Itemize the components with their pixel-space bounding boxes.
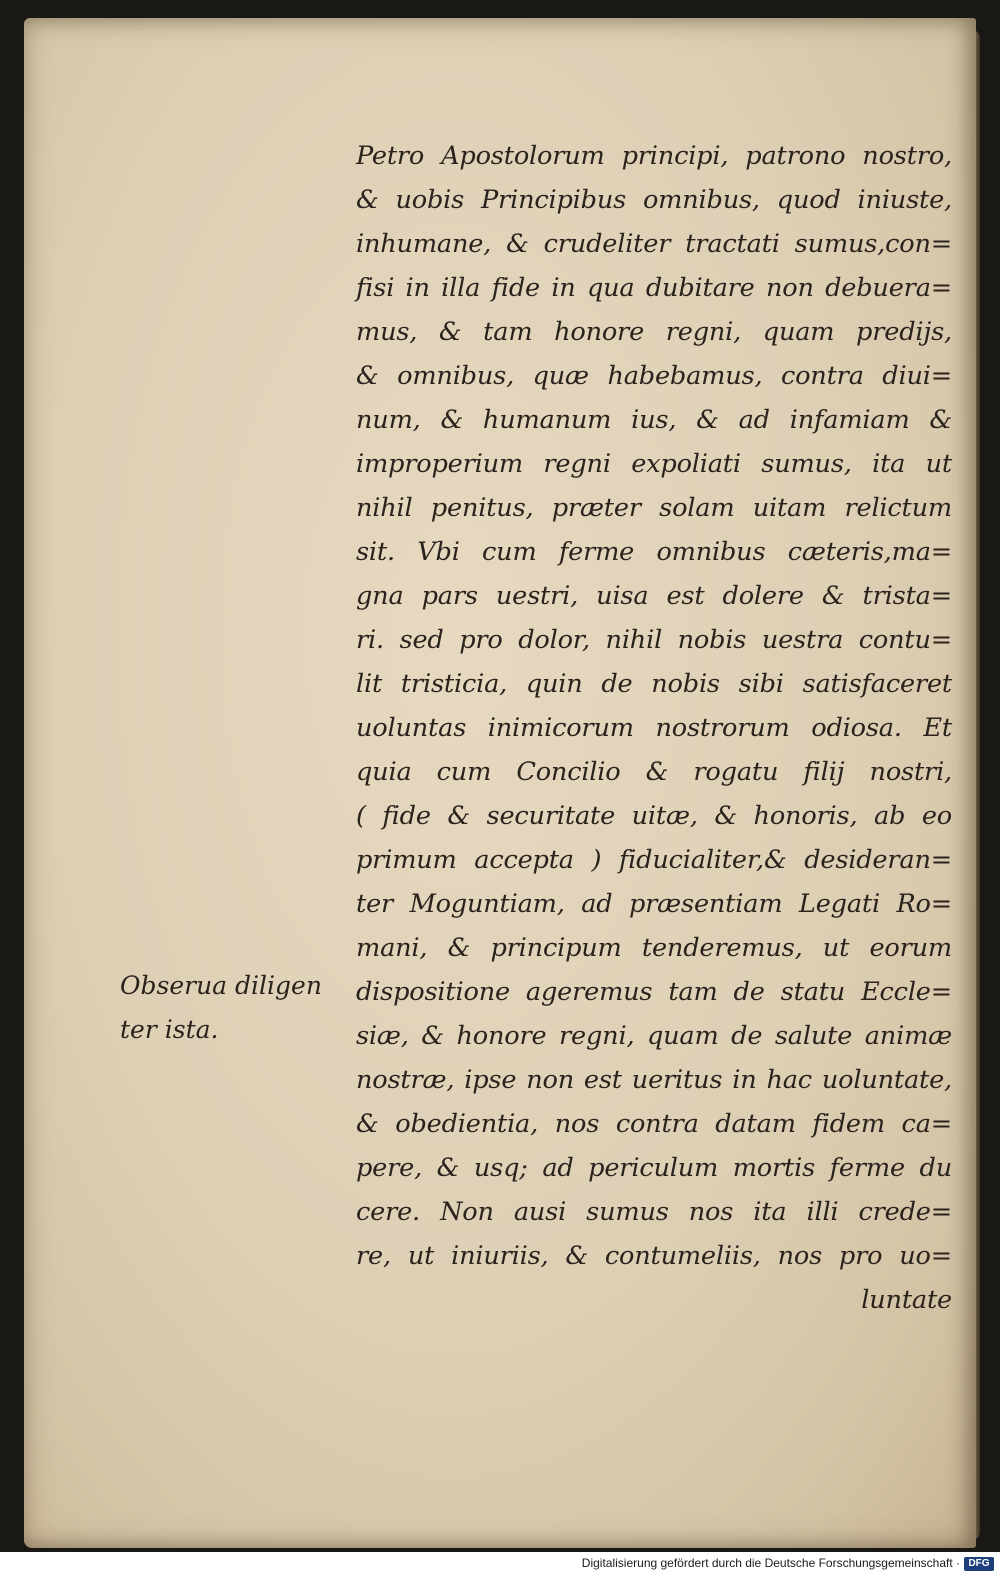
text-line: lit tristicia, quin de nobis sibi satisfaceret <box>356 669 952 699</box>
text-line: mus, & tam honore regni, quam predijs, <box>356 317 952 347</box>
text-line: mani, & principum tenderemus, ut eorum <box>356 933 952 963</box>
text-line: pere, & usq; ad periculum mortis ferme du <box>356 1153 952 1183</box>
text-line: num, & humanum ius, & ad infamiam & <box>356 405 952 435</box>
dfg-logo-icon: DFG <box>964 1557 994 1571</box>
margin-note-line: ter ista. <box>120 1015 219 1044</box>
funding-notice: Digitalisierung gefördert durch die Deutsche Forschungsgemeinschaft · <box>581 1556 960 1570</box>
text-line: & uobis Principibus omnibus, quod iniuste, <box>356 185 952 215</box>
text-line: nihil penitus, præter solam uitam relictum <box>356 493 952 523</box>
text-line: cere. Non ausi sumus nos ita illi crede= <box>356 1197 952 1227</box>
text-line: improperium regni expoliati sumus, ita ut <box>356 449 952 479</box>
text-line: ter Moguntiam, ad præsentiam Legati Ro= <box>356 889 952 919</box>
text-line: ri. sed pro dolor, nihil nobis uestra contu= <box>356 625 952 655</box>
text-line: nostræ, ipse non est ueritus in hac uoluntate, <box>356 1065 952 1095</box>
margin-note <box>120 964 350 1052</box>
text-line: sit. Vbi cum ferme omnibus cæteris,ma= <box>356 537 952 567</box>
margin-note-line: Obserua diligen <box>120 971 322 1000</box>
text-line: quia cum Concilio & rogatu filij nostri, <box>356 757 952 787</box>
text-line: siæ, & honore regni, quam de salute animæ <box>356 1021 952 1051</box>
text-line: & omnibus, quæ habebamus, contra diui= <box>356 361 952 391</box>
text-line: re, ut iniuriis, & contumeliis, nos pro uo= <box>356 1241 952 1271</box>
text-line: dispositione ageremus tam de statu Eccle= <box>356 977 952 1007</box>
text-line: uoluntas inimicorum nostrorum odiosa. Et <box>356 713 952 743</box>
text-line: & obedientia, nos contra datam fidem ca= <box>356 1109 952 1139</box>
text-line: ( fide & securitate uitæ, & honoris, ab eo <box>356 801 952 831</box>
text-line: primum accepta ) fiducialiter,& desideran= <box>356 845 952 875</box>
text-line: Petro Apostolorum principi, patrono nostro, <box>356 141 952 171</box>
catchword: luntate <box>861 1285 952 1315</box>
text-line: fisi in illa fide in qua dubitare non debuera= <box>356 273 952 303</box>
footer-bar <box>0 1552 1000 1578</box>
text-line: inhumane, & crudeliter tractati sumus,con= <box>356 229 952 259</box>
text-line: gna pars uestri, uisa est dolere & trista= <box>356 581 952 611</box>
body-text <box>356 134 952 1322</box>
